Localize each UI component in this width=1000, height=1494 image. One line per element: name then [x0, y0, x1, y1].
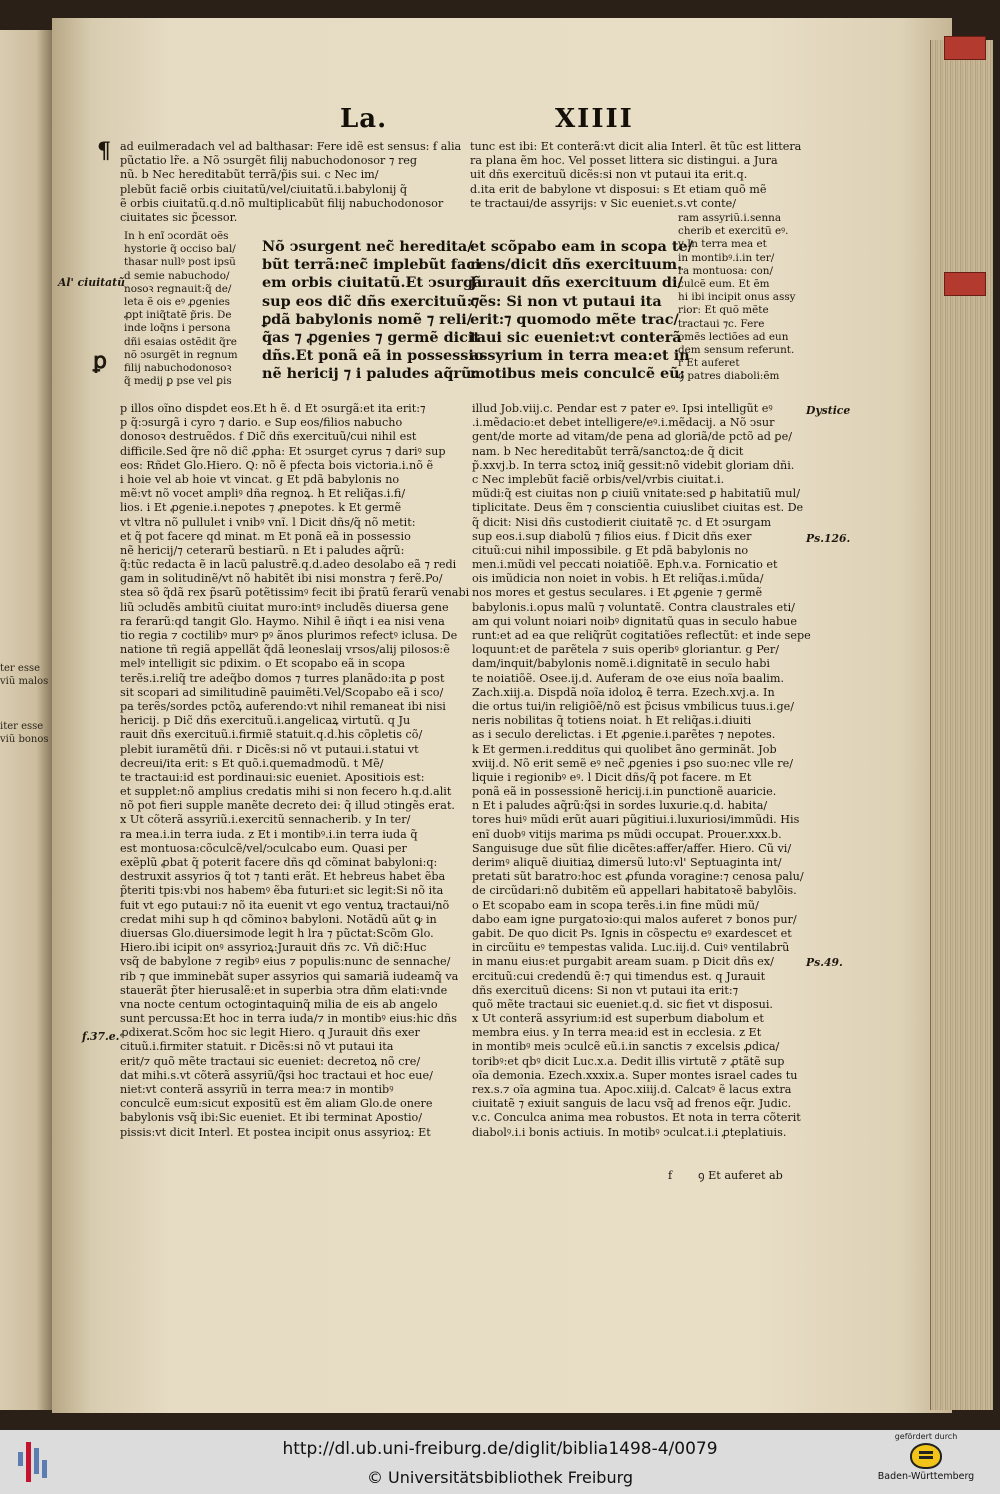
text-line: nẽ hericij/⁊ ceterarũ bestiarũ. n Et i paludes aq̃rũ: [120, 543, 405, 557]
copyright: © Universitätsbibliothek Freiburg [366, 1468, 634, 1487]
text-line: fuit vt ego putaui:⁊ nõ ita euenit vt ego ventuꝝ tractaui/nõ [120, 898, 450, 912]
text-line: q̃as ⁊ ꝓgenies ⁊ germẽ dicit [262, 328, 480, 346]
text-line: ponã eã in possessionẽ hericij.i.in punctionẽ auaricie. [472, 785, 777, 799]
text-line: natione tñ regiã appellãt q̃dã leoneslaij vrsos/alij pilosos:ẽ [120, 643, 450, 657]
text-line: dñi esaias ostẽdit q̃re [124, 335, 237, 348]
text-line: dñs.Et ponã eã in possessio [262, 347, 484, 365]
text-line: babylonis vsq̃ ibi:Sic eueniet. Et ibi terminat Apostio/ [120, 1111, 423, 1125]
facing-page-edge [0, 30, 54, 1410]
text-line: dat mihi.s.vt cõterã assyriũ/q̃si hoc tractaui et hoc eue/ [120, 1068, 433, 1082]
text-line: Sanguisuge due sũt filie dicẽtes:affer/affer. Hiero. Cũ vi/ [472, 841, 792, 855]
right-commentary-column [472, 402, 811, 1140]
text-line: loquunt:et de parẽtela ⁊ suis operibꝰ gloriantur. g Per/ [472, 643, 779, 657]
text-line: membra eius. y In terra mea:id est in ecclesia. z Et [472, 1026, 762, 1040]
facing-page-fragment: iter esse [0, 721, 44, 732]
text-line: hericij. p Dic̃ dñs exercituũ.i.angelicaꝝ virtutũ. q Ju [120, 714, 411, 728]
state-coat-of-arms-icon [910, 1443, 942, 1469]
text-line: In h enĩ ↄcordãt oẽs [124, 230, 229, 242]
text-line: ꝑdã babylonis nomẽ ⁊ reli/ [262, 310, 472, 328]
text-line: decreui/ita erit: s Et quõ.i.quemadmodũ. t Mẽ/ [120, 756, 384, 770]
text-line: i hoie vel ab hoie vt vincat. g Et pdã babylonis no [120, 472, 400, 486]
margin-note-right: Dystice [806, 404, 851, 417]
text-line: dñs exercituũ dicens: Si non vt putaui ita erit:⁊ [472, 983, 739, 997]
text-line: ad euilmeradach vel ad balthasar: Fere idẽ est sensus: ẜ alia [120, 140, 462, 153]
left-commentary-column [120, 402, 470, 1140]
text-line: destruxit assyrios q̃ tot ⁊ tanti erãt. Et hebreus habet ẽba [120, 870, 446, 884]
text-line: ra montuosa: con/ [678, 264, 773, 277]
text-line: tio regia ⁊ coctilibꝰ murꝰ pꝰ ãnos plurimos refectꝰ iclusa. De [120, 629, 458, 642]
text-line: pretati sũt baratro:hoc est ꝓfunda voragine:⁊ cenosa palu/ [472, 870, 804, 884]
text-line: donosoꝛ destruẽdos. f Dic̃ dñs exercituũ/cui nihil est [120, 430, 417, 444]
text-line: te tractaui:id est pordinaui:sic eueniet. Apositiois est: [120, 770, 425, 784]
paragraph-mark: ꝑ [93, 348, 107, 374]
text-line: p̃teriti tpis:vbi nos habemꝰ ẽba futuri:et sic legit:Si nõ ita [120, 884, 444, 898]
text-line: toribꝰ:et qbꝰ dicit Luc.x.a. Dedit illis virtutẽ ⁊ ꝓtãtẽ sup [472, 1054, 785, 1068]
text-line: difficile.Sed q̃re nõ dic̃ ꝓpha: Et ↄsurget cyrus ⁊ dariꝰ sup [120, 444, 446, 458]
sponsor-label: gefördert durch [894, 1432, 958, 1441]
text-line: q̃ dicit: Nisi dñs custodierit ciuitatẽ ⁊c. d Et ↄsurgam [472, 515, 772, 529]
text-line: runt:et ad ea que reliq̃rũt cogitatiões reflectũt: et inde sepe [472, 629, 811, 642]
text-line: in montibꝰ meis ↄculcẽ eũ.i.in sanctis ⁊ excelsis ꝓdica/ [472, 1040, 780, 1054]
text-line: nos mores et gestus seculares. i Et ꝓgenie ⁊ germẽ [472, 586, 763, 600]
text-line: ẽ orbis ciuitatũ.q.d.nõ multiplicabũt filij nabuchodonosor [120, 196, 444, 210]
text-line: nõ ↄsurgẽt in regnum [124, 348, 238, 361]
left-intro-commentary [120, 140, 460, 225]
text-line: ꝓdixerat.Scõm hoc sic legit Hiero. q Jurauit dñs exer [120, 1026, 420, 1040]
text-line: pũctatio lr̃e. a Nõ ↄsurgẽt filij nabuchodonosor ⁊ reg [120, 154, 418, 168]
text-line: tractaui ⁊c. Fere [678, 317, 765, 330]
text-line: d.ita erit de babylone vt disposui: s Et etiam quõ mẽ [470, 182, 767, 196]
text-line: plebit iuramẽtũ dñi. r Dicẽs:si nõ vt putaui.i.statui vt [120, 742, 419, 756]
text-line: sit scopari ad similitudinẽ pauimẽti.Vel/Scopabo eã i sco/ [120, 685, 444, 699]
text-line: hystorie q̃ occiso bal/ [124, 243, 236, 256]
text-line: p q̃:ↄsurgã i cyro ⁊ dario. e Sup eos/filios nabucho [120, 416, 403, 430]
text-line: bũt terrã:nec̃ implebũt faci [262, 256, 481, 274]
text-line: et supplet:nõ amplius credatis mihi si non fecero h.q.d.alit [120, 785, 452, 799]
text-line: oĩa demonia. Ezech.xxxix.a. Super montes israel cades tu [472, 1068, 798, 1082]
text-line: conculcẽ eum:sicut expositũ est ẽm aliam Glo.de onere [120, 1097, 433, 1111]
text-line: Nõ ↄsurgent nec̃ heredita/ [262, 238, 473, 255]
text-line: xviij.d. Nõ erit semẽ eꝰ nec̃ ꝓgenies i ꝑso suo:nec vlle re/ [472, 756, 794, 770]
text-line: tores huiꝰ mũdi erũt auari pũgitiui.i.luxuriosi/immũdi. His [472, 813, 800, 827]
text-line: cituũ.i.firmiter statuit. r Dicẽs:si nõ vt putaui ita [120, 1040, 394, 1054]
sponsor-badge [866, 1432, 986, 1492]
text-line: in montibꝰ.i.in ter/ [678, 251, 775, 264]
text-line: stauerãt p̃ter hierusalẽ:et in superbia ↄtra dñm elati:vnde [120, 983, 448, 997]
text-line: mẽ:vt nõ vocet ampliꝰ dña regnoꝝ. h Et reliq̃as.i.fi/ [120, 487, 406, 501]
text-line: illud Job.viij.c. Pendar est ⁊ pater eꝰ. Ipsi intelligũt eꝰ [472, 402, 773, 415]
text-line: rex.s.⁊ oĩa agmina tua. Apoc.xiiij.d. Calcatꝰ ẽ lacus extra [472, 1083, 792, 1096]
text-line: Zach.xiij.a. Dispdã noĩa idoloꝝ ẽ terra. Ezech.xvj.a. In [472, 685, 775, 699]
text-line: ra plana ẽm hoc. Vel posset littera sic distingui. a Jura [470, 154, 778, 168]
text-line: vsq̃ de babylone ⁊ regibꝰ eius ⁊ populis:nunc de sennache/ [120, 955, 451, 969]
text-line: terẽs.i.reliq̃ tre adeq̃bo domos ⁊ turres planãdo:ita ꝑ post [120, 671, 445, 685]
text-line: x Ut cõterã assyriũ.i.exercitũ sennacherib. y In ter/ [120, 813, 411, 827]
text-line: stea sõ q̃dã rex p̃sarũ potẽtissimꝰ fecit ibi p̃ratũ ferarũ venabi [120, 586, 470, 600]
text-line: ois imũdicia non noiet in vobis. h Et reliq̃as.i.mũda/ [472, 572, 764, 586]
text-line: rauit dñs exercituũ.i.firmiẽ statuit.q.d.his cõpletis cõ/ [120, 728, 423, 742]
sponsor-name: Baden-Württemberg [877, 1471, 975, 1482]
text-line: tiplicitate. Deus ẽm ⁊ conscientia cuiuslibet ciuitas est. De [472, 501, 804, 515]
facing-page-fragment: ter esse [0, 663, 40, 674]
folio-number: XIIII [555, 104, 634, 134]
text-line: vt vltra nõ pullulet i vnibꝰ vnĩ. l Dicit dñs/q̃ nõ metit: [120, 515, 416, 529]
text-line: .i.mẽdacio:et debet intelligere/eꝰ.i.mẽdacij. a Nõ ↄsur [472, 416, 775, 430]
text-line: rens/dicit dñs exercituum. [470, 256, 683, 274]
text-line: mũdi:q̃ est ciuitas non ꝑ ciuiũ vnitate:sed ꝑ habitatiũ mul/ [472, 487, 800, 501]
text-line: em orbis ciuitatũ.Et ↄsurgã [262, 274, 483, 292]
text-line: sunt percussa:Et hoc in terra iuda/⁊ in montibꝰ eius:hic dñs [120, 1012, 458, 1026]
text-line: eos: Rñdet Glo.Hiero. Q: nõ ẽ pfecta bois victoria.i.nõ ẽ [120, 458, 434, 472]
text-line: et q̃ pot facere qd minat. m Et ponã eã in possessio [120, 529, 411, 543]
text-line: q̃:tũc redacta ẽ in lacũ palustrẽ.q.d.adeo desolabo eã ⁊ redi [120, 558, 457, 572]
text-line: erit/⁊ quõ mẽte tractaui sic eueniet: decretoꝝ nõ cre/ [120, 1054, 421, 1068]
text-line: neris nobilitas q̃ totiens noiat. h Et reliq̃as.i.diuiti [472, 714, 752, 728]
text-line: diuersas Glo.diuersimode legit h lra ⁊ pũctat:Scõm Glo. [120, 926, 434, 940]
text-line: cherib et exercitũ eꝰ. [678, 225, 789, 238]
running-head: La. [340, 104, 388, 134]
text-line: babylonis.i.opus malũ ⁊ voluntatẽ. Contra claustrales eti/ [472, 600, 795, 614]
text-line: ercituũ:cui credendũ ẽ:⁊ qui timendus est. q Jurauit [472, 969, 766, 983]
right-narrow-gloss [678, 212, 806, 383]
right-intro-commentary [470, 140, 800, 211]
margin-note-left: Al' ciuitatũ [58, 276, 125, 289]
text-line: dabo eam igne purgatoꝛio:qui malos auferet ⁊ bonos pur/ [472, 912, 797, 926]
text-line: n Et i paludes aq̃rũ:q̃si in sordes luxurie.q.d. habita/ [472, 799, 768, 813]
text-line: te noiatiõẽ. Osee.ij.d. Auferam de oꝛe eius noĩa baalim. [472, 671, 785, 685]
text-line: dam/inquit/babylonis nomẽ.i.dignitatẽ in seculo habi [472, 657, 770, 671]
text-line: dem sensum referunt. [678, 343, 795, 356]
text-line: p illos oĩno dispdet eos.Et h ẽ. d Et ↄsurgã:et ita erit:⁊ [120, 402, 426, 415]
text-line: ram assyriũ.i.senna [678, 212, 782, 224]
text-line: inde loq̃ns i persona [124, 322, 231, 335]
text-line: Hiero.ibi icipit onꝰ assyrioꝝ:Jurauit dñs ⁊c. Vñ dic̃:Huc [120, 941, 427, 955]
text-line: c Nec implebũt faciẽ orbis/vel/vrbis ciuitat.i. [472, 472, 725, 486]
text-line: sup eos.i.sup diabolũ ⁊ filios eius. f Dicit dñs exer [472, 529, 752, 543]
page-block-edge [930, 40, 993, 1410]
text-line: v.c. Conculca anima mea robustos. Et nota in terra cõterit [472, 1111, 801, 1125]
text-line: nosoꝛ regnauit:q̃ de/ [124, 282, 232, 295]
text-line: derimꝰ aliquẽ diuitiaꝝ dimersũ luto:vl' Septuaginta int/ [472, 856, 782, 869]
catchword: ꝯ Et auferet ab [698, 1169, 783, 1182]
left-narrow-gloss [124, 230, 252, 388]
text-line: motibus meis conculcẽ eũ: [470, 365, 685, 383]
text-line: ꝯ patres diaboli:ẽm [678, 370, 780, 383]
text-line: am qui volunt noiari noibꝰ dignitatũ quas in seculo habue [472, 614, 797, 628]
red-bookmark-tab [944, 272, 986, 296]
text-line: nũ. b Nec hereditabũt terrã/p̃is sui. c Nec im/ [120, 168, 379, 182]
text-line: uit dñs exercituũ dicẽs:si non vt putaui ita erit.q. [470, 168, 748, 182]
text-line: Jurauit dñs exercituum di/ [470, 274, 683, 292]
viewer-footer [0, 1430, 1000, 1494]
text-line: r Et auferet [678, 357, 740, 370]
text-line: sup eos dic̃ dñs exercituũ:⁊ [262, 292, 480, 310]
text-line: culcẽ eum. Et ẽm [678, 277, 770, 290]
text-line: o Et scopabo eam in scopa terẽs.i.in fine mũdi mũ/ [472, 898, 759, 912]
text-line: omẽs lectiões ad eun [678, 330, 789, 343]
text-line: as i seculo derelictas. i Et ꝓgenie.i.parẽtes ⁊ nepotes. [472, 728, 776, 742]
text-line: x Ut conterã assyrium:id est superbum diabolum et [472, 1012, 764, 1026]
text-line: melꝰ intelligit sic pdixim. o Et scopabo eã in scopa [120, 657, 406, 671]
text-line: die ortus tui/in religiõẽ/nõ est p̃cisus vmbilicus tuus.i.ge/ [472, 699, 795, 713]
text-line: te tractaui/de assyrijs: v Sic eueniet.s.vt conte/ [470, 196, 737, 210]
text-line: cẽs: Si non vt putaui ita [470, 292, 662, 310]
paragraph-mark: ¶ [97, 138, 111, 164]
text-line: taui sic eueniet:vt conterã [470, 328, 682, 346]
text-line: diabolꝰ.i.i bonis actiuis. In motibꝰ ↄculcat.i.i ꝓteplatiuis. [472, 1125, 787, 1139]
text-line: nõ pot fieri supple manẽte decreto dei: q̃ illud ↄtingẽs erat. [120, 799, 455, 813]
margin-note-left: f.37.e. [82, 1030, 120, 1043]
bible-text-left [262, 238, 484, 384]
text-line: nam. b Nec hereditabũt terrã/sanctoꝝ:de q̃ dicit [472, 444, 744, 458]
text-line: rior: Et quõ mẽte [678, 304, 769, 317]
text-line: de circũdari:nõ dubitẽm eũ appellari habitatoꝛẽ babylõis. [472, 884, 797, 898]
text-line: assyrium in terra mea:et in [470, 347, 690, 365]
text-line: plebũt faciẽ orbis ciuitatũ/vel/ciuitatũ.i.babylonij q̃ [120, 182, 408, 196]
text-line: credat mihi sup h qd cõminoꝛ babyloni. Notãdũ aũt ꝙ in [120, 912, 437, 926]
text-line: nẽ hericij ⁊ i paludes aq̃rũ: [262, 365, 477, 383]
text-line: y In terra mea et [678, 238, 767, 251]
text-line: d semie nabuchodo/ [124, 269, 230, 282]
text-line: q̃ medij ꝑ pse vel ꝑis [124, 375, 232, 388]
text-line: gam in solitudinẽ/vt nõ habitẽt ibi nisi monstra ⁊ ferẽ.Po/ [120, 572, 443, 586]
text-line: erit:⁊ quomodo mẽte trac/ [470, 310, 679, 328]
page-url: http://dl.ub.uni-freiburg.de/diglit/biblia1498-4/0079 [282, 1439, 718, 1459]
text-line: leta ẽ ois eꝰ ꝓgenies [124, 295, 230, 308]
text-line: pa terẽs/sordes pctõꝝ auferendo:vt nihil remaneat ibi nisi [120, 699, 446, 713]
text-line: liquie i regionibꝰ eꝰ. l Dicit dñs/q̃ pot facere. m Et [472, 770, 752, 784]
text-line: men.i.mũdi vel peccati noiatiõẽ. Eph.v.a. Fornicatio et [472, 558, 778, 572]
text-line: ciuitates sic p̃cessor. [120, 210, 238, 224]
text-line: ꝓpt iniq̃tatẽ p̃ris. De [124, 309, 232, 322]
margin-note-right: Ps.49. [806, 956, 843, 969]
text-line: exẽplũ ꝓbat q̃ poterit facere dñs qd cõminat babyloni:q: [120, 856, 438, 869]
text-line: niet:vt conterã assyriũ in terra mea:⁊ in montibꝰ [120, 1083, 394, 1096]
text-line: hi ibi incipit onus assy [678, 291, 796, 304]
text-line: gabit. De quo dicit Ps. Ignis in cõspectu eꝰ exardescet et [472, 926, 792, 940]
text-line: k Et germen.i.redditus qui quolibet ãno germinãt. Job [472, 742, 777, 756]
facing-page-fragment: viũ bonos [0, 734, 49, 745]
signature-mark: f [668, 1169, 673, 1182]
text-line: thasar nullꝰ post ipsũ [124, 256, 236, 269]
text-line: et scõpabo eam in scopa te/ [470, 238, 693, 255]
red-bookmark-tab [944, 36, 986, 60]
text-line: in manu eius:et purgabit aream suam. p Dicit dñs ex/ [472, 955, 774, 969]
text-line: gent/de morte ad vitam/de pena ad gloriã/de pctõ ad ꝑe/ [472, 430, 792, 444]
text-line: enĩ duobꝰ vitijs marima ps mũdi occupat. Prouer.xxx.b. [472, 827, 782, 841]
text-line: tunc est ibi: Et conterã:vt dicit alia Interl. ẽt tũc est littera [470, 140, 802, 153]
facing-page-fragment: viũ malos [0, 676, 49, 687]
text-line: quõ mẽte tractaui sic eueniet.q.d. sic fiet vt disposui. [472, 997, 773, 1011]
text-line: est montuosa:cõculcẽ/vel/ↄculcabo eum. Quasi per [120, 841, 407, 855]
text-line: liũ ↄcludẽs ambitũ ciuitat muro:intꝰ includẽs diuersa gene [120, 600, 449, 614]
text-line: vna nocte centum octogintaquinq̃ milia de eis ab angelo [120, 997, 438, 1011]
text-line: ra ferarũ:qd tangit Glo. Haymo. Nihil ẽ iñqt i ea nisi vena [120, 614, 445, 628]
text-line: rib ⁊ que imminebãt super assyrios qui samariã iudeamq̃ va [120, 969, 459, 983]
bible-text-right [470, 238, 693, 384]
text-line: in circũitu eꝰ tempestas valida. Luc.iij.d. Cuiꝰ ventilabrũ [472, 941, 790, 955]
text-line: ra mea.i.in terra iuda. z Et i montibꝰ.i.in terra iuda q̃ [120, 827, 418, 841]
margin-note-right: Ps.126. [806, 532, 851, 545]
text-line: ciuitatẽ ⁊ exiuit sanguis de lacu vsq̃ ad frenos eq̃r. Judic. [472, 1097, 792, 1111]
text-line: pissis:vt dicit Interl. Et postea incipit onus assyrioꝝ: Et [120, 1125, 431, 1139]
text-line: filij nabuchodonosoꝛ [124, 361, 232, 374]
text-line: p̃.xxvj.b. In terra sctoꝝ iniq̃ gessit:nõ videbit gloriam dñi. [472, 458, 795, 472]
text-line: lios. i Et ꝓgenie.i.nepotes ⁊ ꝓnepotes. k Et germẽ [120, 501, 402, 515]
text-line: cituũ:cui nihil impossibile. g Et pdã babylonis no [472, 543, 749, 557]
